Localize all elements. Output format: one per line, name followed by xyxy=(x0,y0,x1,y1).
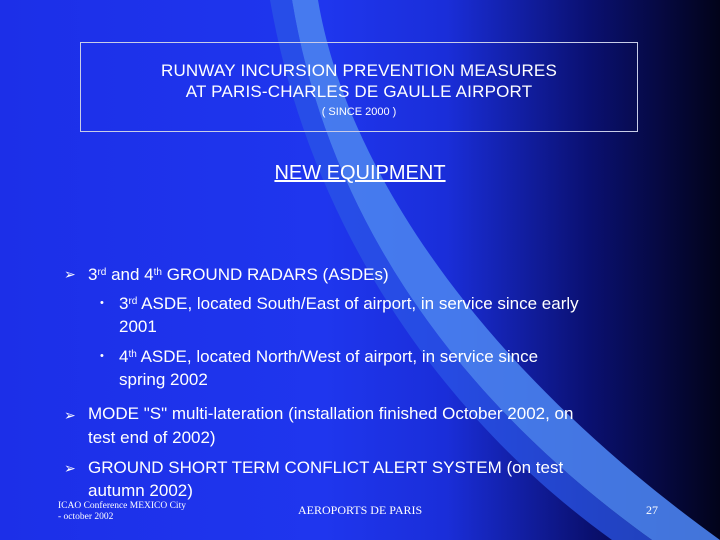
arrow-bullet-icon: ➢ xyxy=(64,407,76,423)
subbullet-4th-asde xyxy=(119,346,538,368)
s1-sup: rd xyxy=(128,296,138,307)
dot-bullet-icon: • xyxy=(100,350,104,362)
bullet-conflict-alert: GROUND SHORT TERM CONFLICT ALERT SYSTEM (on test xyxy=(88,458,564,477)
s2-sup: th xyxy=(128,349,137,360)
b1-ord1: 3 xyxy=(88,265,98,284)
b1-sup2: th xyxy=(153,267,162,278)
title-line-1: RUNWAY INCURSION PREVENTION MEASURES xyxy=(160,61,558,80)
b1-sup1: rd xyxy=(97,267,107,278)
s2-ord: 4 xyxy=(119,347,129,366)
title-box xyxy=(80,42,638,132)
footer-left-line2: - october 2002 xyxy=(58,512,114,522)
title-line-2: AT PARIS-CHARLES DE GAULLE AIRPORT xyxy=(185,82,533,101)
footer-conference xyxy=(58,501,208,523)
footer-left-line1: ICAO Conference MEXICO City xyxy=(58,501,186,511)
arrow-bullet-icon: ➢ xyxy=(64,266,76,282)
title-subtitle: ( SINCE 2000 ) xyxy=(321,106,397,118)
subbullet-3rd-asde xyxy=(119,293,579,315)
b1-rest: GROUND RADARS (ASDEs) xyxy=(161,265,389,284)
s2-text-a: ASDE, located North/West of airport, in service since xyxy=(136,347,539,366)
s1-text-a: ASDE, located South/East of airport, in service since early xyxy=(137,294,579,313)
bullet-ground-radars xyxy=(88,264,389,286)
bullet-mode-s: MODE "S" multi-lateration (installation finished October 2002, on xyxy=(88,404,574,423)
arrow-bullet-icon: ➢ xyxy=(64,460,76,476)
dot-bullet-icon: • xyxy=(100,297,104,309)
bullet-conflict-alert-cont: autumn 2002) xyxy=(88,481,193,500)
section-heading: NEW EQUIPMENT xyxy=(274,162,446,184)
b1-mid: and 4 xyxy=(106,265,154,284)
subbullet-3rd-asde-cont: 2001 xyxy=(119,317,157,336)
bullet-mode-s-cont: test end of 2002) xyxy=(88,428,216,447)
s1-ord: 3 xyxy=(119,294,129,313)
footer-organisation: AEROPORTS DE PARIS xyxy=(298,503,423,517)
subbullet-4th-asde-cont: spring 2002 xyxy=(119,370,208,389)
page-number: 27 xyxy=(646,503,658,517)
